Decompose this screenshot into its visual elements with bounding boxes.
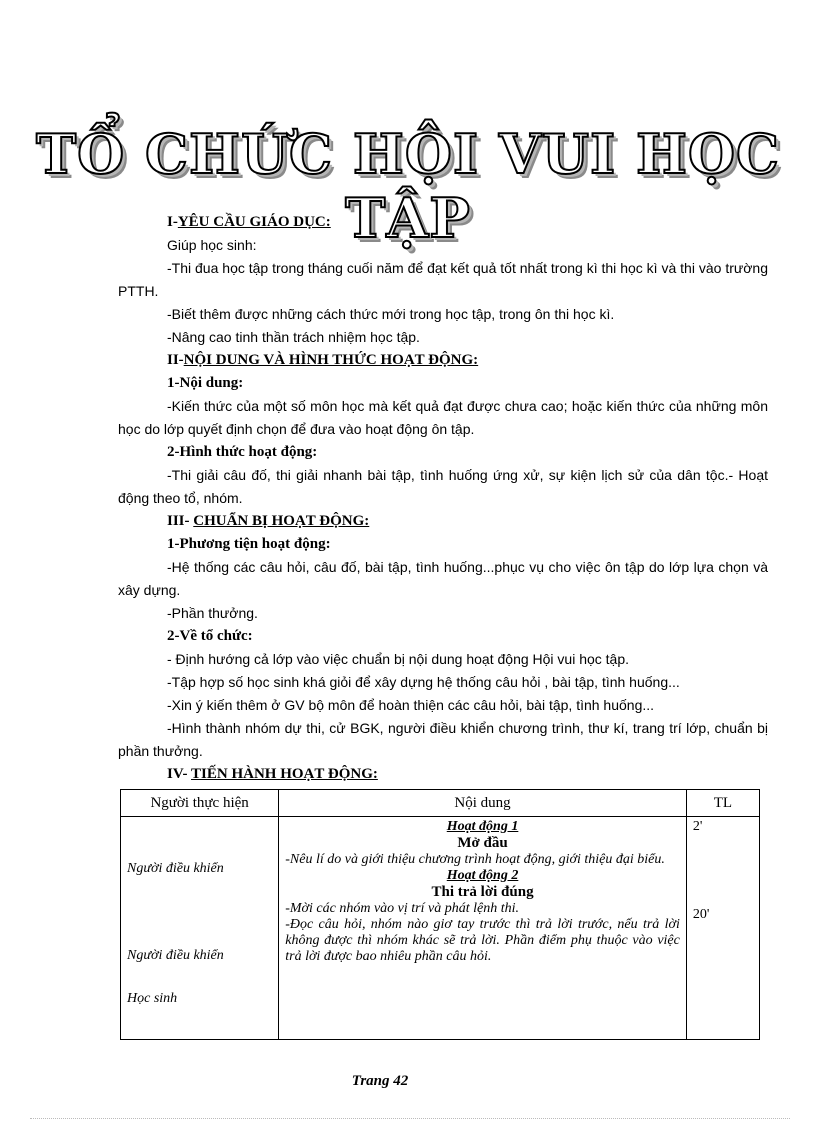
activity-text: -Mời các nhóm vào vị trí và phát lệnh thi.: [285, 901, 519, 916]
performer-cell: [121, 817, 279, 1040]
time-cell: [686, 817, 759, 1040]
performer-name: Học sinh: [127, 991, 178, 1006]
table-row: [121, 817, 760, 1040]
section-2-heading: II-NỘI DUNG VÀ HÌNH THỨC HOẠT ĐỘNG:: [167, 352, 479, 368]
activity-title: Mở đầu: [457, 835, 508, 851]
page-number: Trang 42: [351, 1073, 409, 1089]
paragraph: -Phần thưởng.: [167, 605, 258, 621]
subheading: 2-Về tổ chức:: [167, 628, 253, 644]
section-3-heading: III- CHUẨN BỊ HOẠT ĐỘNG:: [167, 513, 370, 529]
subheading: 1-Phương tiện hoạt động:: [167, 536, 331, 552]
activity-text: -Đọc câu hỏi, nhóm nào giơ tay trước thì trả lời trước, nếu trả lời không được thì nhóm khác sẽ trả lời. Phần điểm phụ thuộc vào việc trả lời được bao nhiêu phần câu hỏi.: [285, 917, 680, 964]
paragraph: -Hình thành nhóm dự thi, cử BGK, người điều khiển chương trình, thư kí, trang trí lớp, chuẩn bị phần thưởng.: [118, 720, 768, 759]
paragraph: -Thi đua học tập trong tháng cuối năm để đạt kết quả tốt nhất trong kì thi học kì và thi vào trường PTTH.: [118, 260, 768, 299]
section-1-heading: I-YÊU CẦU GIÁO DỤC:: [167, 214, 331, 230]
column-header: Nội dung: [279, 790, 687, 817]
time-value: 2': [692, 819, 703, 834]
paragraph: Giúp học sinh:: [167, 237, 257, 253]
activity-label: Hoạt động 2: [446, 868, 519, 883]
performer-name: Người điều khiển: [127, 861, 224, 876]
paragraph: -Kiến thức của một số môn học mà kết quả đạt được chưa cao; hoặc kiến thức của những môn học do lớp quyết định chọn để đưa vào hoạt động ôn tập.: [118, 398, 768, 437]
column-header: TL: [686, 790, 759, 817]
activity-text: -Nêu lí do và giới thiệu chương trình hoạt động, giới thiệu đại biểu.: [285, 852, 665, 867]
time-value: 20': [692, 907, 710, 922]
paragraph: -Biết thêm được những cách thức mới trong học tập, trong ôn thi học kì.: [167, 306, 615, 322]
column-header: Người thực hiện: [121, 790, 279, 817]
table-header-row: [121, 790, 760, 817]
page-separator: [30, 1118, 790, 1119]
paragraph: -Tập hợp số học sinh khá giỏi để xây dựng hệ thống câu hỏi , bài tập, tình huống...: [167, 674, 680, 690]
activity-title: Thi trả lời đúng: [431, 884, 534, 900]
paragraph: -Hệ thống các câu hỏi, câu đố, bài tập, tình huống...phục vụ cho việc ôn tập do lớp lựa chọn và xây dựng.: [118, 559, 768, 598]
content-cell: [279, 817, 687, 1040]
paragraph: -Xin ý kiến thêm ở GV bộ môn để hoàn thiện các câu hỏi, bài tập, tình huống...: [167, 697, 655, 713]
activity-label: Hoạt động 1: [446, 819, 519, 834]
section-4-heading: IV- TIẾN HÀNH HOẠT ĐỘNG:: [167, 766, 378, 782]
activity-table: [120, 789, 760, 1040]
paragraph: -Nâng cao tinh thần trách nhiệm học tập.: [167, 329, 420, 345]
paragraph: - Định hướng cả lớp vào việc chuẩn bị nội dung hoạt động Hội vui học tập.: [167, 651, 630, 667]
subheading: 1-Nội dung:: [167, 375, 244, 391]
subheading: 2-Hình thức hoạt động:: [167, 444, 318, 460]
paragraph: -Thi giải câu đố, thi giải nhanh bài tập, tình huống ứng xử, sự kiện lịch sử của dân tộc.- Hoạt động theo tổ, nhóm.: [118, 467, 768, 506]
page-title: TỔ CHỨC HỘI VUI HỌC TẬP: [35, 122, 781, 250]
document-body: [118, 211, 768, 786]
performer-name: Người điều khiển: [127, 948, 224, 963]
